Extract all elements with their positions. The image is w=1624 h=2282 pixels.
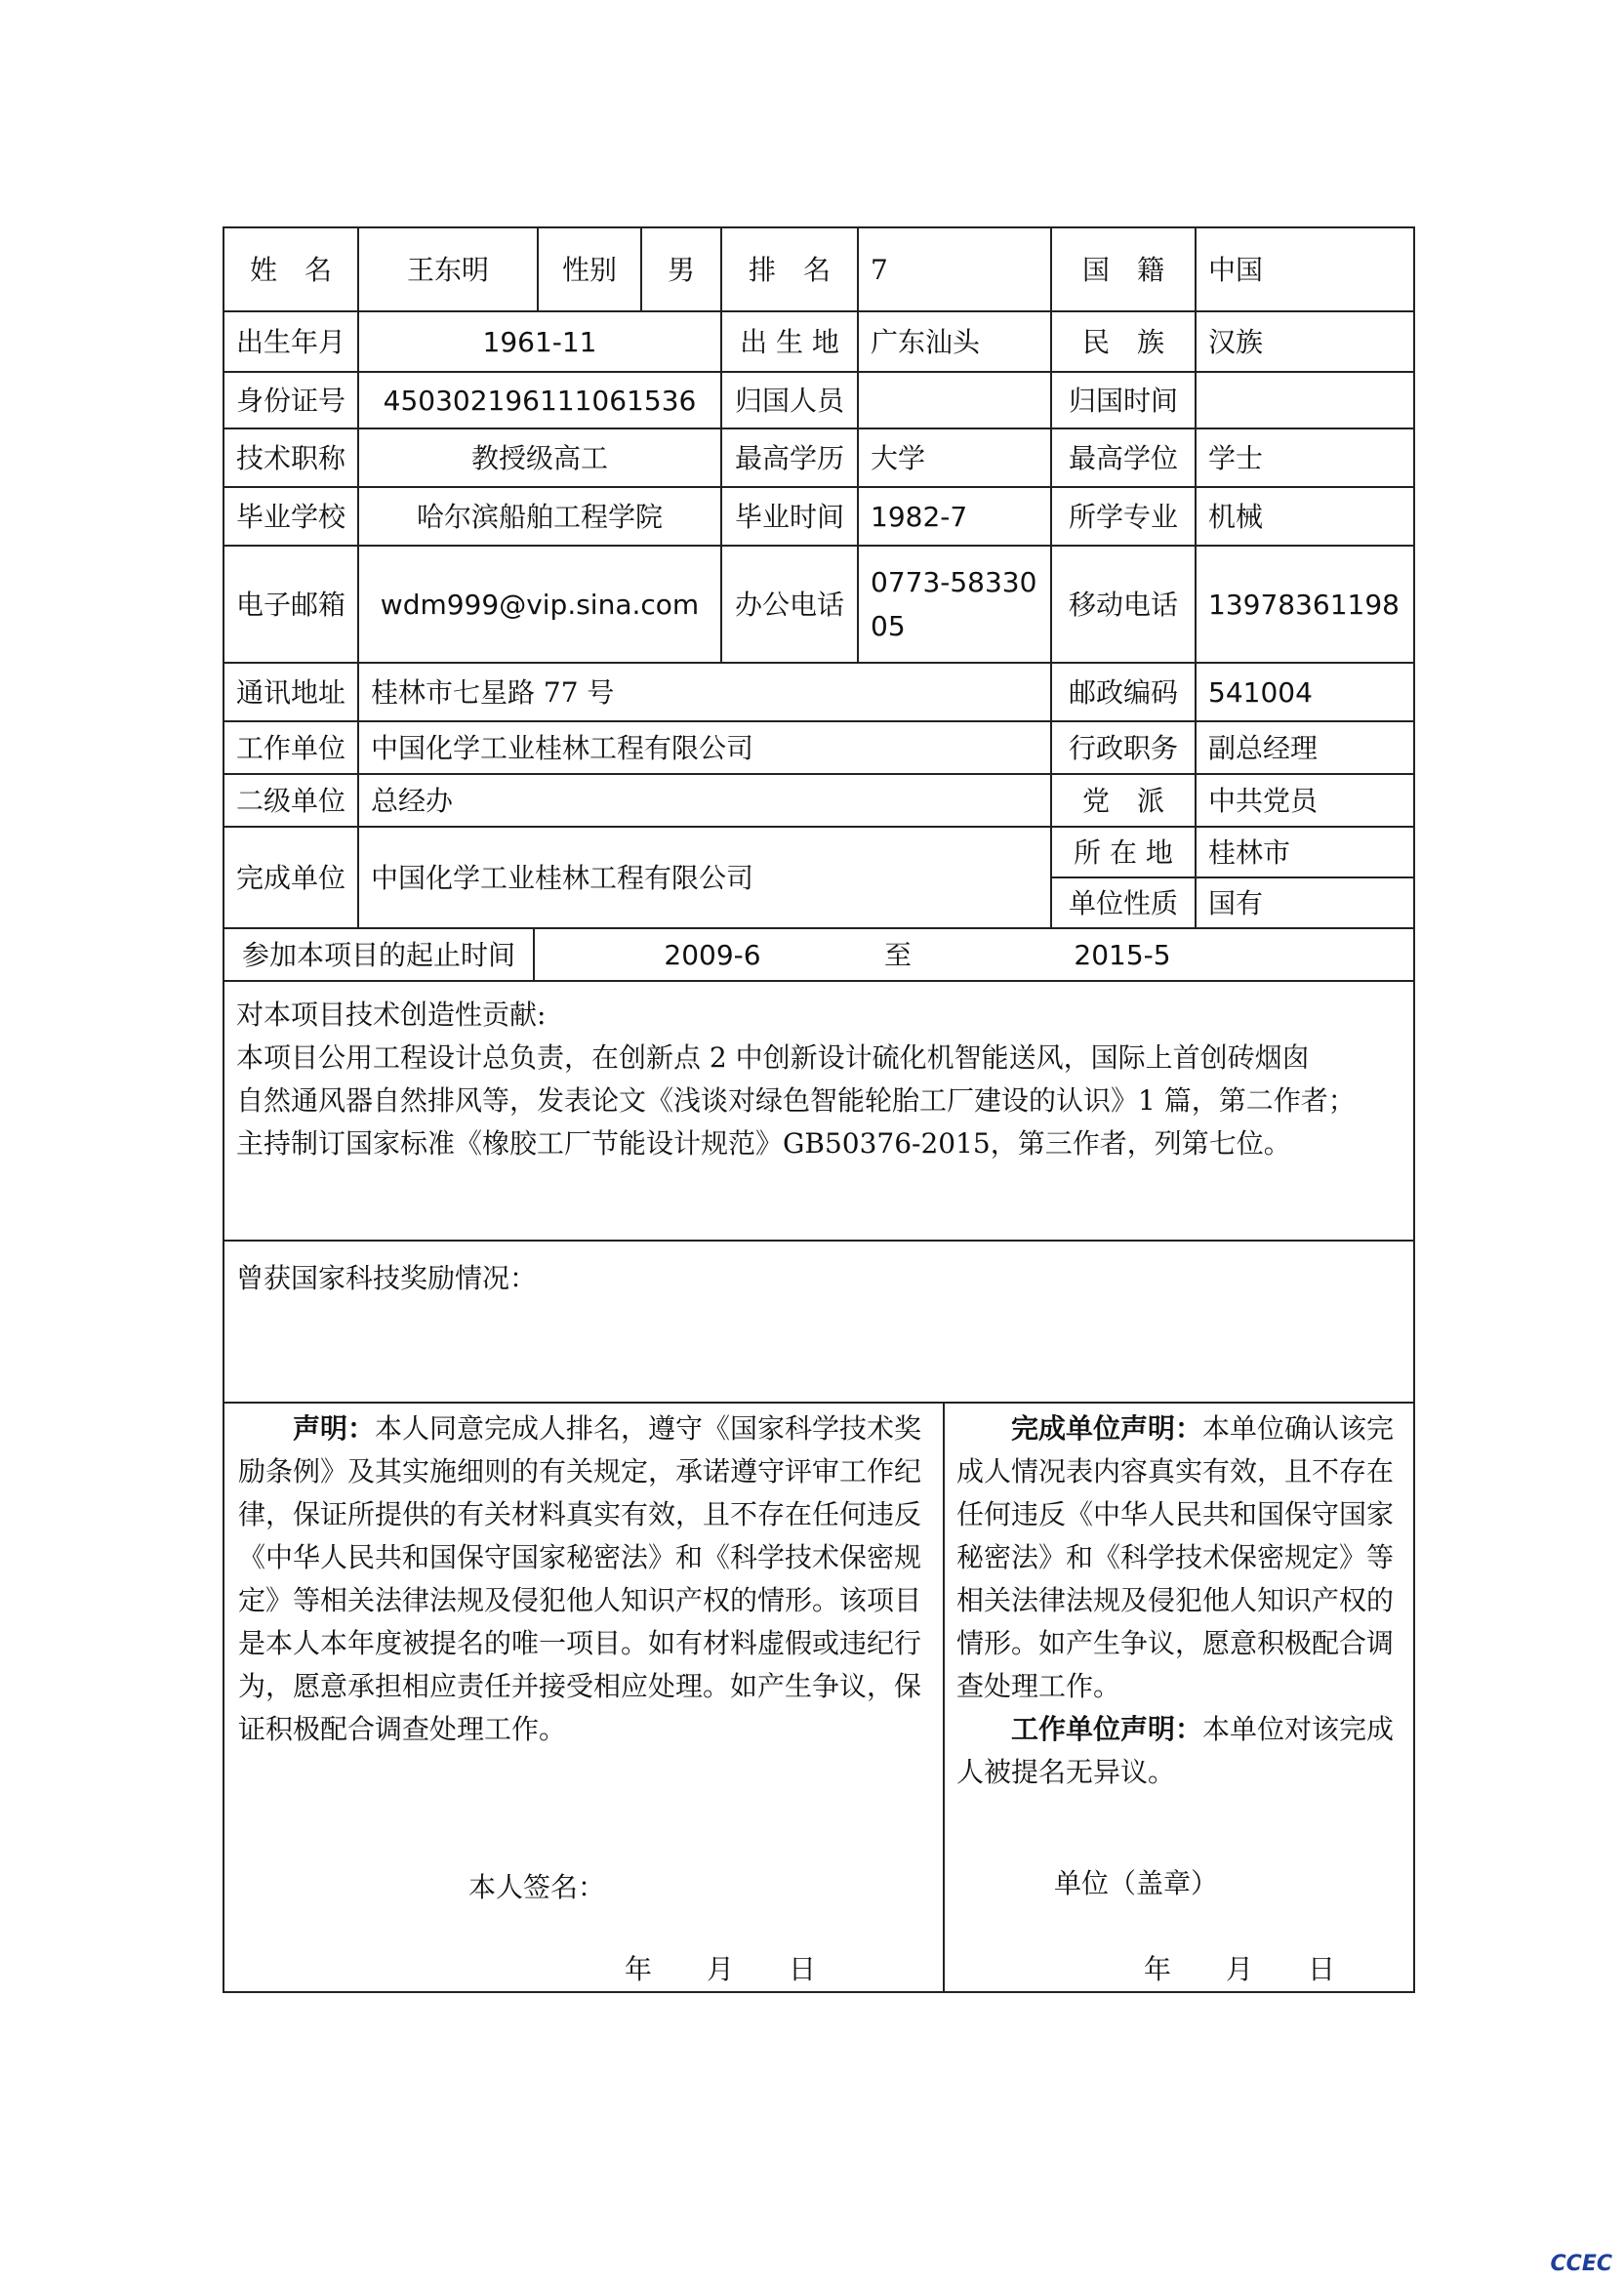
party-label: 党 派 <box>1081 784 1164 817</box>
period-start: 2009-6 <box>664 938 761 971</box>
grad-time-label: 毕业时间 <box>734 500 844 533</box>
sub-unit-value: 总经办 <box>371 784 454 817</box>
office-phone-value <box>859 547 1050 662</box>
completion-unit-label: 完成单位 <box>236 861 346 894</box>
birthplace-value: 广东汕头 <box>871 325 981 358</box>
ethnicity-label: 民 族 <box>1081 325 1164 358</box>
birth-value: 1961-11 <box>482 325 597 358</box>
row-line <box>223 1402 1415 1404</box>
contribution-line: 主持制订国家标准《橡胶工厂节能设计规范》GB50376-2015，第三作者，列第七位。 <box>236 1127 1291 1160</box>
employer-label: 工作单位 <box>236 731 346 764</box>
school-value: 哈尔滨船舶工程学院 <box>416 500 663 533</box>
declaration-paragraph <box>238 1407 933 1751</box>
party-value: 中共党员 <box>1208 784 1319 817</box>
personal-date: 年 月 日 <box>625 1952 817 1985</box>
gender-value: 男 <box>667 253 695 286</box>
seal-label: 单位（盖章） <box>1054 1866 1219 1899</box>
office-phone-label: 办公电话 <box>734 588 844 621</box>
personal-declaration <box>238 1407 933 1751</box>
sub-unit-label: 二级单位 <box>236 784 346 817</box>
id-label: 身份证号 <box>236 384 346 417</box>
period-end: 2015-5 <box>1074 938 1171 971</box>
school-label: 毕业学校 <box>236 500 346 533</box>
birth-label: 出生年月 <box>236 325 346 358</box>
unit-nature-value: 国有 <box>1208 886 1264 919</box>
employer-unit-paragraph <box>956 1708 1405 1794</box>
grad-time-value: 1982-7 <box>871 500 968 533</box>
completion-unit-text: 本单位确认该完成人情况表内容真实有效，且不存在任何违反《中华人民共和国保守国家秘密法》和《科学技术保密规定》等相关法律法规及侵犯他人知识产权的情形。如产生争议，愿意积极配合调查处理工作。 <box>956 1412 1395 1702</box>
return-time-label: 归国时间 <box>1068 384 1178 417</box>
degree-value: 学士 <box>1208 441 1264 474</box>
signature-label: 本人签名： <box>468 1870 606 1903</box>
unit-date: 年 月 日 <box>1144 1952 1336 1985</box>
location-value: 桂林市 <box>1208 835 1291 869</box>
position-value: 副总经理 <box>1208 731 1319 764</box>
table-border-right <box>1413 226 1415 1993</box>
major-label: 所学专业 <box>1068 500 1178 533</box>
name-label: 姓 名 <box>249 253 332 286</box>
contribution-heading: 对本项目技术创造性贡献: <box>236 998 547 1031</box>
office-phone-line1: 0773-58330 <box>871 566 1037 598</box>
declaration-text: 本人同意完成人排名，遵守《国家科学技术奖励条例》及其实施细则的有关规定，承诺遵守评审工作纪律，保证所提供的有关材料真实有效，且不存在任何违反《中华人民共和国保守国家秘密法》和《科学技术保密规定》等相关法律法规及侵犯他人知识产权的情形。该项目是本人本年度被提名的唯一项目。如有材料虚假或违纪行为，愿意承担相应责任并接受相应处理。如产生争议，保证积极配合调查处理工作。 <box>238 1412 922 1745</box>
gender-label: 性别 <box>561 253 617 286</box>
employer-unit-title: 工作单位声明： <box>1011 1713 1203 1745</box>
birthplace-label: 出 生 地 <box>740 325 839 358</box>
nationality-label: 国 籍 <box>1081 253 1164 286</box>
degree-label: 最高学位 <box>1068 441 1178 474</box>
period-to: 至 <box>883 938 912 971</box>
declaration-title: 声明： <box>293 1412 376 1445</box>
nationality-value: 中国 <box>1208 253 1264 286</box>
awards-section <box>236 1257 1407 1300</box>
mobile-value: 13978361198 <box>1208 588 1400 621</box>
mobile-label: 移动电话 <box>1068 588 1178 621</box>
education-value: 大学 <box>871 441 926 474</box>
col-line <box>533 927 535 980</box>
completion-unit-value: 中国化学工业桂林工程有限公司 <box>371 861 754 894</box>
contribution-section <box>236 994 1407 1165</box>
postcode-value: 541004 <box>1208 675 1313 709</box>
rank-value: 7 <box>871 253 888 286</box>
unit-nature-label: 单位性质 <box>1068 886 1178 919</box>
address-label: 通讯地址 <box>236 675 346 709</box>
returnee-value <box>859 373 1050 428</box>
returnee-label: 归国人员 <box>734 384 844 417</box>
postcode-label: 邮政编码 <box>1068 675 1178 709</box>
awards-heading: 曾获国家科技奖励情况： <box>236 1262 538 1294</box>
ethnicity-value: 汉族 <box>1208 325 1264 358</box>
period-label: 参加本项目的起止时间 <box>241 938 515 971</box>
rank-label: 排 名 <box>748 253 831 286</box>
education-label: 最高学历 <box>734 441 844 474</box>
email-value: wdm999@vip.sina.com <box>380 588 700 621</box>
row-line <box>223 980 1415 982</box>
employer-value: 中国化学工业桂林工程有限公司 <box>371 731 754 764</box>
office-phone-line2: 05 <box>871 610 906 642</box>
address-value: 桂林市七星路 77 号 <box>371 675 615 709</box>
id-value: 450302196111061536 <box>383 384 697 417</box>
unit-declaration <box>956 1407 1405 1794</box>
row-line <box>223 1240 1415 1242</box>
completion-unit-title: 完成单位声明： <box>1011 1412 1203 1445</box>
contribution-line: 自然通风器自然排风等，发表论文《浅谈对绿色智能轮胎工厂建设的认识》1 篇，第二作者； <box>236 1084 1356 1117</box>
title-value: 教授级高工 <box>470 441 608 474</box>
major-value: 机械 <box>1208 500 1264 533</box>
title-label: 技术职称 <box>236 441 346 474</box>
completion-unit-paragraph <box>956 1407 1405 1708</box>
contribution-line: 本项目公用工程设计总负责，在创新点 2 中创新设计硫化机智能送风，国际上首创砖烟囱 <box>236 1041 1310 1074</box>
employer-unit-text: 本单位对该完成人被提名无异议。 <box>956 1713 1395 1788</box>
corner-logo: CCEC <box>1550 2252 1612 2276</box>
return-time-value <box>1197 373 1413 428</box>
col-line <box>943 1402 945 1991</box>
position-label: 行政职务 <box>1068 731 1178 764</box>
location-label: 所 在 地 <box>1074 835 1173 869</box>
name-value: 王东明 <box>406 253 489 286</box>
email-label: 电子邮箱 <box>236 588 346 621</box>
